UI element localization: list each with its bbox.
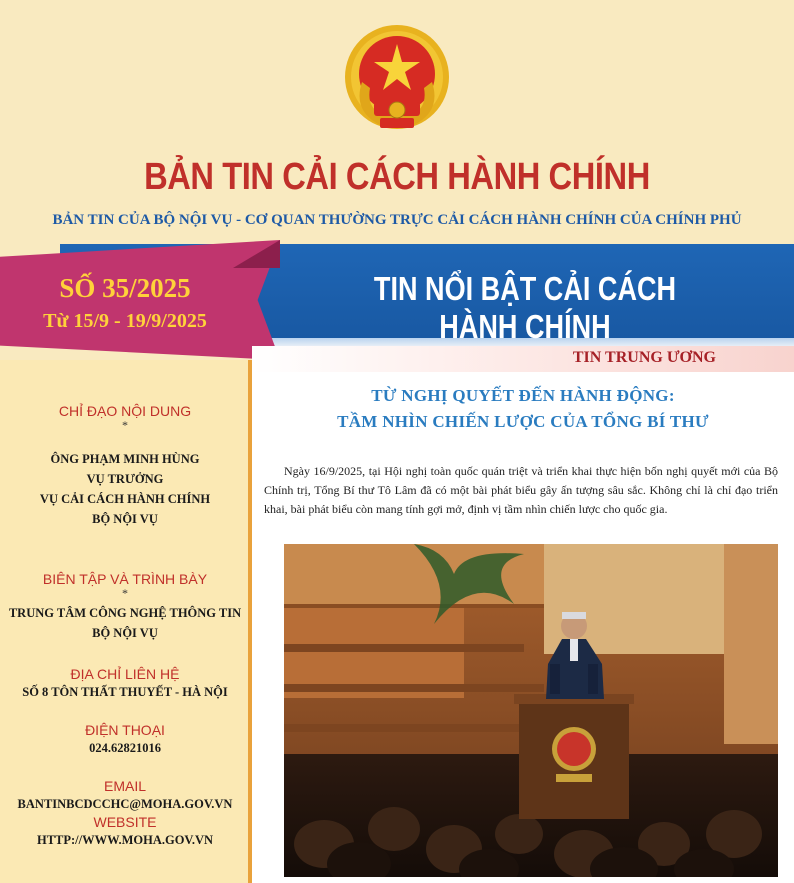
banner-title: TIN NỔI BẬT CẢI CÁCH HÀNH CHÍNH [373, 270, 677, 345]
issue-dates: Từ 15/9 - 19/9/2025 [43, 310, 207, 332]
article-photo [284, 544, 778, 877]
phone-heading: ĐIỆN THOẠI [85, 722, 165, 738]
email-block [0, 778, 250, 850]
director-ministry: BỘ NỘI VỤ [92, 512, 158, 526]
email-value[interactable]: BANTINBCDCCHC@MOHA.GOV.VN [17, 797, 233, 811]
article-headline-line1: TỪ NGHỊ QUYẾT ĐẾN HÀNH ĐỘNG: [371, 386, 675, 405]
address-heading: ĐỊA CHỈ LIÊN HỆ [70, 666, 180, 682]
editing-unit: TRUNG TÂM CÔNG NGHỆ THÔNG TIN [8, 606, 242, 620]
article-lede: Ngày 16/9/2025, tại Hội nghị toàn quốc quán triệt và triển khai thực hiện bốn nghị quyết mới của Bộ Chính trị, Tổng Bí thư Tô Lâm đã có một bài phát biểu gây ấn tượng sâu sắc. Không chỉ là chỉ đạo triển khai, bài phát biểu còn mang tính gợi mở, định vị tầm nhìn chiến lược cho quốc gia. [264, 464, 778, 516]
website-value[interactable]: HTTP://WWW.MOHA.GOV.VN [36, 833, 214, 847]
editing-heading: BIÊN TẬP VÀ TRÌNH BÀY [42, 571, 208, 587]
website-heading: WEBSITE [93, 814, 157, 830]
newsletter-title: BẢN TIN CẢI CÁCH HÀNH CHÍNH [144, 156, 650, 198]
email-heading: EMAIL [103, 778, 146, 794]
newsletter-subtitle: BẢN TIN CỦA BỘ NỘI VỤ - CƠ QUAN THƯỜNG TRỰC CẢI CÁCH HÀNH CHÍNH CỦA CHÍNH PHỦ [52, 212, 742, 228]
issue-number: SỐ 35/2025 [59, 273, 191, 303]
address-block [0, 666, 250, 702]
editing-ministry: BỘ NỘI VỤ [92, 626, 158, 640]
director-name: ÔNG PHẠM MINH HÙNG [50, 452, 200, 466]
address-value: SỐ 8 TÔN THẤT THUYẾT - HÀ NỘI [22, 685, 228, 699]
direction-star: * [122, 418, 128, 432]
editing-star: * [122, 586, 128, 600]
section-label: TIN TRUNG ƯƠNG [572, 349, 716, 366]
phone-value: 024.62821016 [89, 741, 161, 755]
national-emblem-icon [338, 22, 456, 140]
article-headline-line2: TẦM NHÌN CHIẾN LƯỢC CỦA TỔNG BÍ THƯ [337, 412, 709, 431]
director-title: VỤ TRƯỞNG [86, 472, 164, 486]
director-department: VỤ CẢI CÁCH HÀNH CHÍNH [39, 492, 211, 506]
phone-block [0, 722, 250, 758]
direction-block [0, 403, 250, 529]
editing-block [0, 571, 250, 643]
assembly-hall-image [284, 544, 778, 877]
direction-heading: CHỈ ĐẠO NỘI DUNG [58, 403, 192, 419]
